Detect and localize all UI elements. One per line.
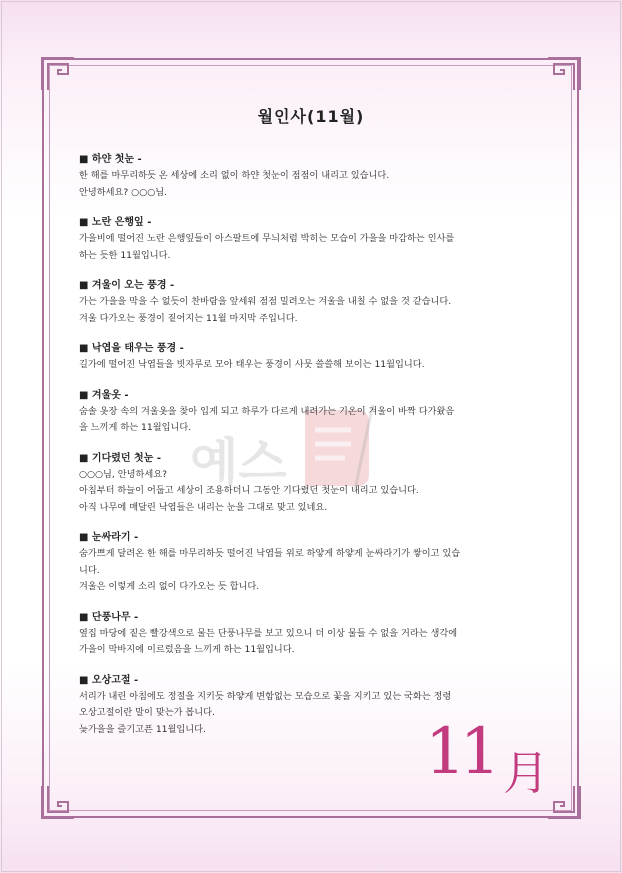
section-text-line: 을 느끼게 하는 11월입니다. bbox=[79, 422, 192, 433]
section-heading: ■ 오상고절 - bbox=[79, 674, 139, 686]
section-text-line: 한 해를 마무리하듯 온 세상에 소리 없이 하얀 첫눈이 점점이 내리고 있습니다. bbox=[79, 170, 390, 181]
greeting-section bbox=[79, 530, 549, 596]
section-text-line: ○○○님, 안녕하세요? bbox=[79, 468, 168, 480]
watermark-text: 예스 bbox=[190, 433, 287, 491]
section-heading: ■ 겨울이 오는 풍경 - bbox=[79, 280, 175, 291]
greeting-section bbox=[79, 610, 549, 659]
section-text-line: 오상고절이란 말이 맞는가 봅니다. bbox=[79, 707, 215, 718]
section-text-line: 늦가을을 즐기고픈 11월입니다. bbox=[79, 723, 206, 735]
corner-ornament-bottom-left bbox=[40, 784, 76, 820]
section-heading: ■ 단풍나무 - bbox=[79, 611, 139, 623]
section-text-line: 서리가 내린 아침에도 정절을 지키듯 하얗게 변함없는 모습으로 꽃을 지키고 있는 국화는 정령 bbox=[79, 690, 452, 702]
section-heading: ■ 하얀 첫눈 - bbox=[79, 154, 142, 165]
section-text-line: 가을비에 떨어진 노란 은행잎들이 아스팔트에 무늬처럼 박히는 모습이 가을을 마감하는 인사를 bbox=[79, 233, 455, 244]
section-text-line: 안녕하세요? ○○○님. bbox=[79, 186, 168, 198]
greeting-section bbox=[79, 451, 549, 517]
section-text-line: 아직 나무에 매달린 낙엽들은 내리는 눈을 그대로 맞고 있네요. bbox=[79, 501, 328, 513]
section-text-line: 숨솔 옷장 속의 겨울옷을 찾아 입게 되고 하루가 다르게 내려가는 기온이 겨울이 바짝 다가왔음 bbox=[79, 405, 455, 417]
month-number: 11 bbox=[425, 715, 495, 789]
greeting-content bbox=[79, 152, 549, 738]
greeting-section bbox=[79, 341, 549, 374]
section-heading: ■ 기다렸던 첫눈 - bbox=[79, 452, 162, 464]
greeting-section bbox=[79, 388, 549, 437]
section-heading: ■ 눈싸라기 - bbox=[79, 532, 139, 543]
section-text-line: 옆집 마당에 짙은 빨강색으로 물든 단풍나무를 보고 있으니 더 이상 물들 수 없을 거라는 생각에 bbox=[79, 627, 458, 639]
section-heading: ■ 노란 은행잎 - bbox=[79, 217, 152, 228]
section-text-line: 가는 가을을 막을 수 없듯이 찬바람을 앞세워 점점 밀려오는 겨울을 내칠 수 없을 것 같습니다. bbox=[79, 296, 452, 307]
corner-ornament-top-right bbox=[546, 56, 582, 92]
page-title: 월인사(11월) bbox=[257, 107, 365, 126]
section-text-line: 겨울은 이렇게 소리 없이 다가오는 듯 합니다. bbox=[79, 581, 260, 592]
month-mark bbox=[425, 715, 555, 815]
section-text-line: 니다. bbox=[79, 564, 100, 576]
greeting-section bbox=[79, 152, 549, 201]
section-text-line: 아침부터 하늘이 어둡고 세상이 조용하더니 그동안 기다렸던 첫눈이 내리고 있습니다. bbox=[79, 485, 419, 496]
section-heading: ■ 낙엽을 태우는 풍경 - bbox=[79, 343, 184, 354]
section-text-line: 가을이 막바지에 이르렀음을 느끼게 하는 11월입니다. bbox=[79, 644, 295, 655]
section-heading: ■ 겨울옷 - bbox=[79, 389, 129, 401]
corner-ornament-top-left bbox=[40, 56, 76, 92]
greeting-section bbox=[79, 278, 549, 327]
section-text-line: 하는 듯한 11월입니다. bbox=[79, 249, 171, 261]
section-text-line: 숨가쁘게 달려온 한 해를 마무리하듯 떨어진 낙엽들 위로 하얗게 하얗게 눈싸라기가 쌓이고 있습 bbox=[79, 548, 461, 559]
section-text-line: 겨울 다가오는 풍경이 짙어지는 11월 마지막 주입니다. bbox=[79, 312, 298, 324]
section-text-line: 길가에 떨어진 낙엽들을 빗자루로 모아 태우는 풍경이 사뭇 쓸쓸해 보이는 11월입니다. bbox=[79, 359, 425, 370]
greeting-section bbox=[79, 215, 549, 264]
month-character: 月 bbox=[503, 746, 549, 800]
